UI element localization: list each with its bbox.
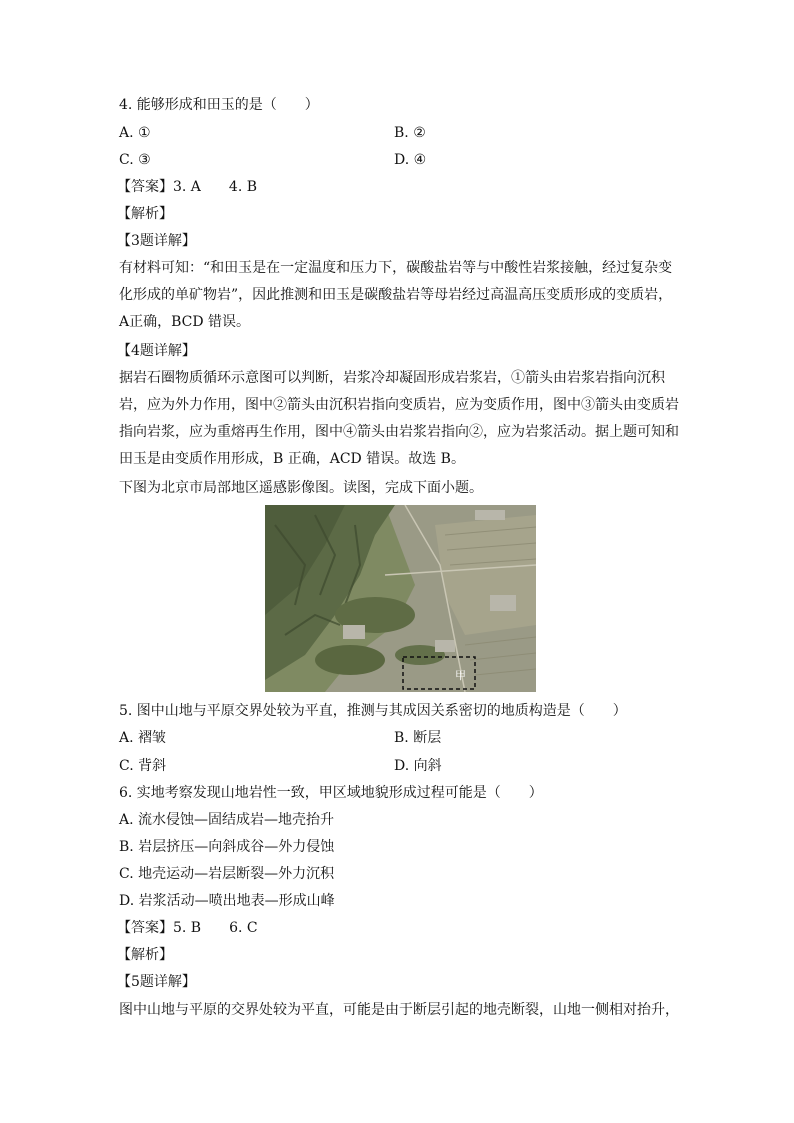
detail-4-heading: 【4题详解】: [117, 343, 196, 359]
answer-3-4: 【答案】3. A 4. B: [117, 179, 258, 195]
map-label-jia: 甲: [455, 669, 466, 682]
analysis-heading-2: 【解析】: [117, 947, 173, 963]
detail-4-text: 据岩石圈物质循环示意图可以判断，岩浆冷却凝固形成岩浆岩，①箭头由岩浆岩指向沉积岩，应为外力作用，图中②箭头由沉积岩指向变质岩，应为变质作用，图中③箭头由变质岩指向岩浆，应为重熔再生作用，图中④箭头由岩浆岩指向②，应为岩浆活动。据上题可知和田玉是由变质作用形成，B 正确，ACD 错误。故选 B。: [119, 370, 679, 467]
q4-option-c: C. ③: [119, 152, 151, 168]
remote-sensing-image: [265, 505, 536, 692]
q5-option-b: B. 断层: [394, 730, 442, 746]
question-6-stem: 6. 实地考察发现山地岩性一致，甲区域地貌形成过程可能是（ ）: [119, 785, 543, 801]
detail-5-text: 图中山地与平原的交界处较为平直，可能是由于断层引起的地壳断裂，山地一侧相对抬升，: [119, 1002, 679, 1018]
detail-5-heading: 【5题详解】: [117, 974, 196, 990]
q6-option-d: D. 岩浆活动—喷出地表—形成山峰: [119, 893, 335, 909]
analysis-heading-1: 【解析】: [117, 206, 173, 222]
q6-option-a: A. 流水侵蚀—固结成岩—地壳抬升: [119, 812, 335, 828]
section-intro: 下图为北京市局部地区遥感影像图。读图，完成下面小题。: [119, 480, 483, 496]
detail-3-text: 有材料可知：“和田玉是在一定温度和压力下，碳酸盐岩等与中酸性岩浆接触，经过复杂变化形成的单矿物岩”，因此推测和田玉是碳酸盐岩等母岩经过高温高压变质形成的变质岩，A正确，BCD 错误。: [119, 260, 673, 330]
answer-5-6: 【答案】5. B 6. C: [117, 920, 258, 936]
q4-option-b: B. ②: [394, 125, 426, 141]
q5-option-c: C. 背斜: [119, 758, 167, 774]
q4-option-a: A. ①: [119, 125, 151, 141]
q5-option-a: A. 褶皱: [119, 730, 167, 746]
question-5-stem: 5. 图中山地与平原交界处较为平直，推测与其成因关系密切的地质构造是（ ）: [119, 703, 627, 719]
q6-option-c: C. 地壳运动—岩层断裂—外力沉积: [119, 866, 335, 882]
question-4-stem: 4. 能够形成和田玉的是（ ）: [119, 97, 319, 113]
detail-3-heading: 【3题详解】: [117, 233, 196, 249]
q5-option-d: D. 向斜: [394, 758, 442, 774]
q6-option-b: B. 岩层挤压—向斜成谷—外力侵蚀: [119, 839, 335, 855]
q4-option-d: D. ④: [394, 152, 427, 168]
